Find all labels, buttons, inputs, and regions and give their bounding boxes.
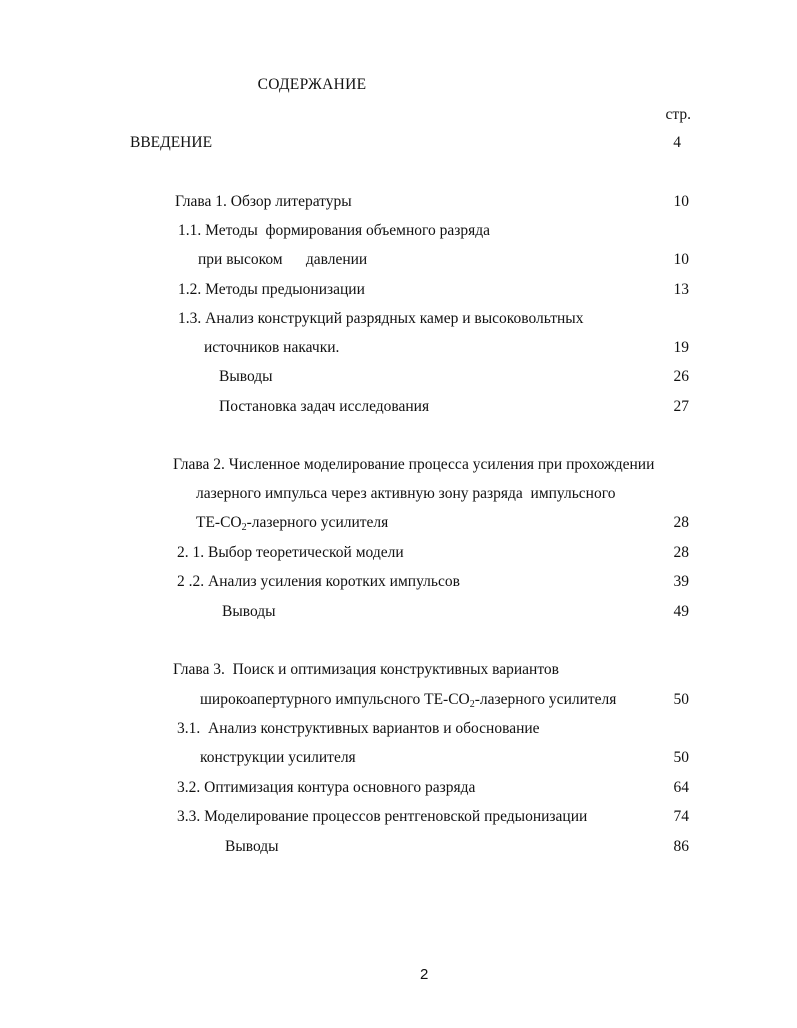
toc-page: 86 [673, 838, 689, 855]
toc-entry: ВВЕДЕНИЕ [130, 134, 213, 151]
toc-page: 28 [673, 514, 689, 531]
toc-entry: 3.2. Оптимизация контура основного разряда [177, 779, 476, 796]
toc-entry: при высоком давлении [198, 251, 368, 268]
toc-entry: Выводы [219, 368, 273, 385]
toc-entry: Выводы [222, 603, 276, 620]
toc-page: 39 [673, 573, 689, 590]
toc-page: 74 [673, 808, 689, 825]
toc-page: 49 [673, 603, 689, 620]
toc-entry: Глава 3. Поиск и оптимизация конструктивных вариантов [173, 661, 559, 678]
toc-entry: 3.1. Анализ конструктивных вариантов и обоснование [177, 720, 540, 737]
toc-entry: 1.3. Анализ конструкций разрядных камер и высоковольтных [178, 310, 584, 327]
toc-entry: Выводы [225, 838, 279, 855]
page-column-label: стр. [665, 106, 691, 123]
toc-entry: Глава 1. Обзор литературы [175, 193, 352, 210]
toc-page: 19 [673, 339, 689, 356]
toc-page: 26 [673, 368, 689, 385]
toc-page: 13 [673, 281, 689, 298]
toc-entry: конструкции усилителя [200, 749, 356, 766]
toc-entry: 2. 1. Выбор теоретической модели [177, 544, 404, 561]
toc-entry: лазерного импульса через активную зону разряда импульсного [196, 485, 616, 502]
toc-page: 10 [673, 251, 689, 268]
toc-entry: 1.2. Методы предыонизации [178, 281, 365, 298]
toc-entry: 1.1. Методы формирования объемного разряда [178, 222, 490, 239]
toc-entry: широкоапертурного импульсного $ТЕ-CO_2$-лазерного усилителя [200, 691, 617, 710]
toc-page: 4 [673, 134, 681, 151]
toc-entry: 3.3. Моделирование процессов рентгеновской предыонизации [177, 808, 588, 825]
toc-page: 28 [673, 544, 689, 561]
page-number: 2 [420, 966, 429, 983]
toc-page: 50 [673, 691, 689, 708]
toc-entry: $ТЕ-CO_2$-лазерного усилителя [196, 514, 389, 533]
toc-page: 27 [673, 398, 689, 415]
toc-page: 10 [673, 193, 689, 210]
toc-entry: источников накачки. [204, 339, 340, 356]
page-title: СОДЕРЖАНИЕ [257, 76, 367, 93]
toc-entry: 2 .2. Анализ усиления коротких импульсов [177, 573, 460, 590]
toc-entry: Глава 2. Численное моделирование процесса усиления при прохождении [173, 456, 655, 473]
toc-page: 50 [673, 749, 689, 766]
toc-entry: Постановка задач исследования [219, 398, 430, 415]
toc-page: 64 [673, 779, 689, 796]
